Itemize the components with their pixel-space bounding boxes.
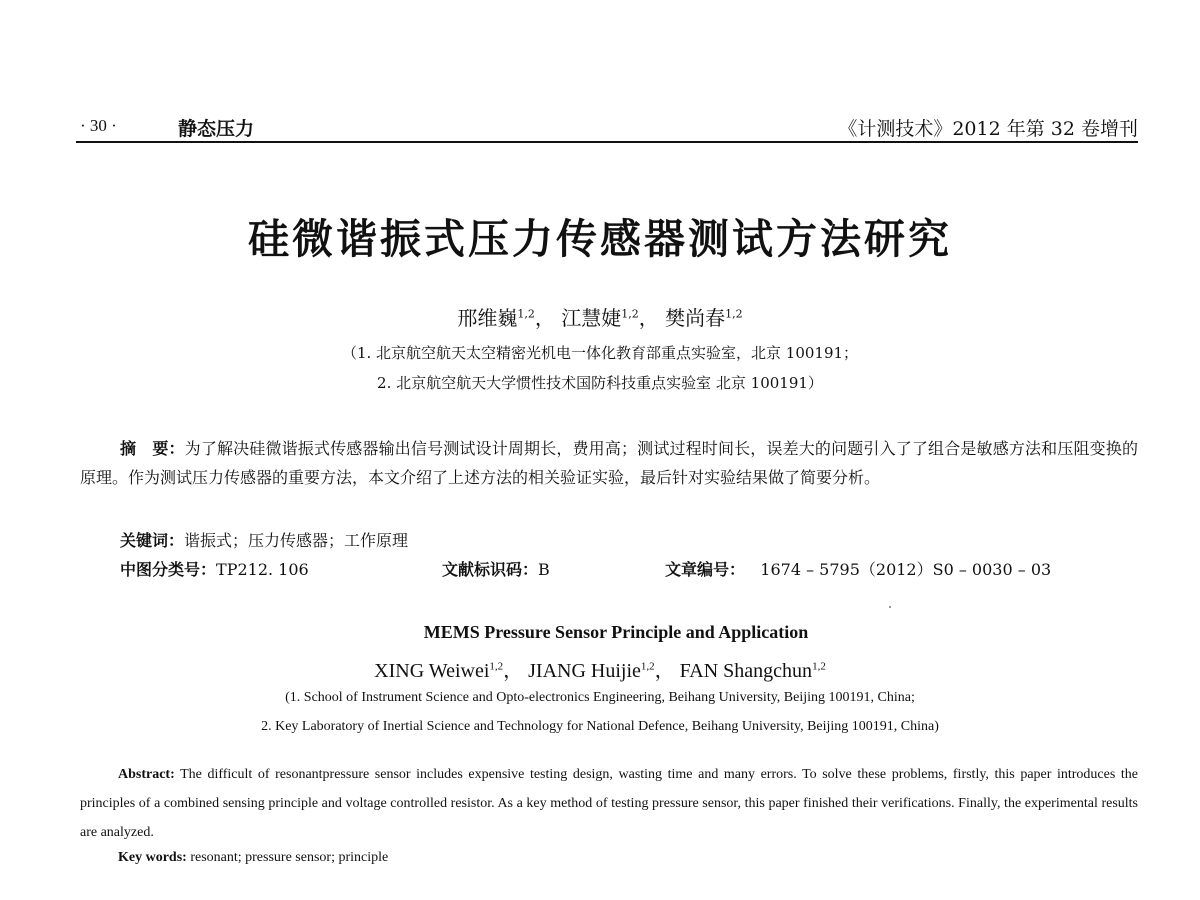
journal-citation: 《计测技术》2012 年第 32 卷增刊 xyxy=(838,118,1138,140)
document-code xyxy=(442,557,550,580)
scan-speck xyxy=(889,606,891,608)
author-separator: ， xyxy=(534,306,555,330)
article-number xyxy=(665,557,1051,580)
keywords-cn-label: 关键词： xyxy=(120,531,185,550)
authors-en xyxy=(0,654,1200,683)
author-en-2: JIANG Huijie xyxy=(528,660,641,682)
doc-value: B xyxy=(538,560,550,579)
author-cn-3-affil: 1,2 xyxy=(725,307,743,321)
paper-title-en: MEMS Pressure Sensor Principle and Application xyxy=(423,622,809,642)
author-cn-2-affil: 1,2 xyxy=(621,307,639,321)
author-cn-2: 江慧婕 xyxy=(561,306,622,330)
author-separator: ， xyxy=(654,660,675,682)
clc-number xyxy=(120,557,309,580)
section-heading: 静态压力 xyxy=(178,118,255,140)
author-separator: ， xyxy=(503,660,524,682)
affiliation-cn-1: （1. 北京航空航天太空精密光机电一体化教育部重点实验室，北京 100191； xyxy=(341,344,859,362)
author-en-2-affil: 1,2 xyxy=(640,660,655,673)
keywords-en-label: Key words: xyxy=(118,850,187,865)
clc-label: 中图分类号： xyxy=(120,560,217,579)
abstract-cn xyxy=(80,434,1138,492)
author-separator: ， xyxy=(638,306,659,330)
article-value: 1674 – 5795（2012）S0 – 0030 – 03 xyxy=(760,560,1052,579)
page-number: · 30 · xyxy=(80,116,117,135)
doc-label: 文献标识码： xyxy=(442,560,539,579)
keywords-cn xyxy=(120,528,408,551)
header-rule xyxy=(76,141,1138,143)
abstract-en xyxy=(80,760,1138,847)
keywords-en xyxy=(118,850,388,866)
clc-value: TP212. 106 xyxy=(216,560,309,579)
abstract-cn-label: 摘 要： xyxy=(120,439,185,458)
author-en-1-affil: 1,2 xyxy=(489,660,504,673)
abstract-en-text: The difficult of resonantpressure sensor includes expensive testing design, wasting time and many errors. To solve these problems, firstly, this paper introduces the principles of a combined sensing principle and voltage controlled resistor. As a key method of testing pressure sensor, this paper finished their verifications. Finally, the experimental results are analyzed. xyxy=(80,767,1138,840)
paper-title-cn: 硅微谐振式压力传感器测试方法研究 xyxy=(248,215,952,263)
keywords-en-text: resonant; pressure sensor; principle xyxy=(190,850,389,865)
authors-cn xyxy=(0,302,1200,331)
abstract-en-label: Abstract: xyxy=(118,767,175,782)
keywords-cn-text: 谐振式；压力传感器；工作原理 xyxy=(184,531,409,550)
affiliation-en-1: (1. School of Instrument Science and Opto-electronics Engineering, Beihang University, Beijing 100191, China; xyxy=(285,690,915,705)
article-label: 文章编号： xyxy=(665,560,746,579)
abstract-cn-text: 为了解决硅微谐振式传感器输出信号测试设计周期长，费用高；测试过程时间长，误差大的问题引入了了组合是敏感方法和压阻变换的原理。作为测试压力传感器的重要方法，本文介绍了上述方法的相关验证实验，最后针对实验结果做了简要分析。 xyxy=(80,439,1138,487)
author-cn-3: 樊尚春 xyxy=(665,306,726,330)
author-en-1: XING Weiwei xyxy=(374,660,490,682)
author-en-3-affil: 1,2 xyxy=(812,660,826,673)
author-en-3: FAN Shangchun xyxy=(679,660,813,682)
author-cn-1-affil: 1,2 xyxy=(517,307,535,321)
affiliation-cn-2: 2. 北京航空航天大学惯性技术国防科技重点实验室 北京 100191） xyxy=(377,374,823,392)
affiliation-en-2: 2. Key Laboratory of Inertial Science and Technology for National Defence, Beihang University, Beijing 100191, China) xyxy=(261,719,939,734)
author-cn-1: 邢维巍 xyxy=(457,306,518,330)
